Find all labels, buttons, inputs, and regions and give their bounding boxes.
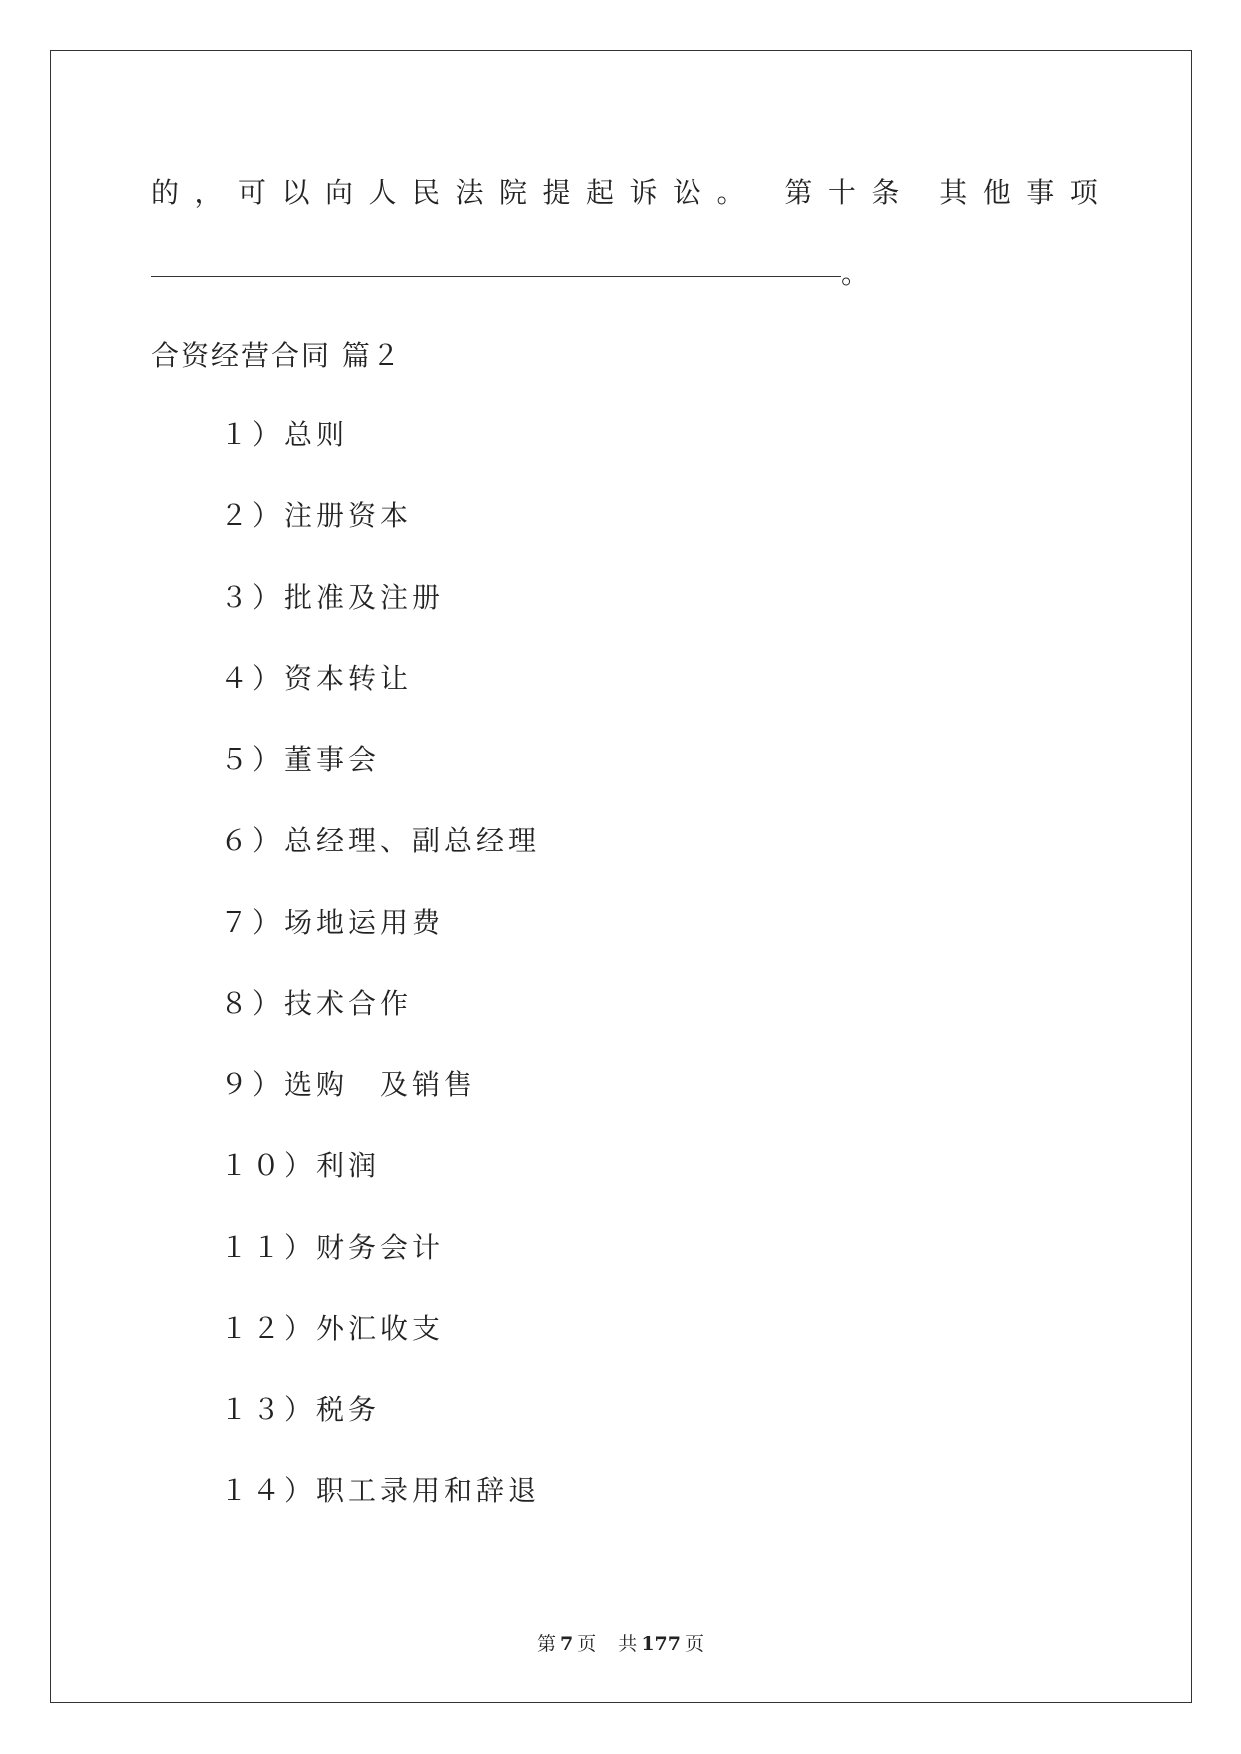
list-item: ３）批准及注册: [220, 581, 445, 614]
list-item: １３）税务: [220, 1393, 381, 1426]
list-item: １１）财务会计: [220, 1231, 445, 1264]
total-page-count: 177: [641, 1633, 681, 1655]
list-item: ７）场地运用费: [220, 906, 445, 939]
current-page-number: 7: [560, 1633, 574, 1655]
page-number-label: 第 7 页: [536, 1633, 597, 1655]
list-item: ５）董事会: [220, 743, 381, 776]
list-item: ９）选购 及销售: [220, 1068, 477, 1101]
list-item: １）总则: [220, 418, 349, 451]
fill-line-period: 。: [841, 257, 870, 290]
blank-fill-line: [151, 256, 869, 292]
page-border: [50, 50, 1192, 1703]
list-item: ４）资本转让: [220, 662, 413, 695]
list-item: １４）职工录用和辞退: [220, 1474, 541, 1507]
fill-in-underline: [151, 256, 841, 277]
list-item: １０）利润: [220, 1149, 381, 1182]
list-item: ６）总经理、副总经理: [220, 824, 541, 857]
list-item: １２）外汇收支: [220, 1312, 445, 1345]
page-footer: [0, 1632, 1241, 1656]
list-item: ８）技术合作: [220, 987, 413, 1020]
section-title: 合资经营合同 篇２: [151, 339, 402, 372]
list-item: ２）注册资本: [220, 499, 413, 532]
total-pages-label: 共 177 页: [618, 1633, 704, 1655]
paragraph-continuation: 的，可以向人民法院提起诉讼。 第十条 其他事项: [151, 176, 1114, 209]
